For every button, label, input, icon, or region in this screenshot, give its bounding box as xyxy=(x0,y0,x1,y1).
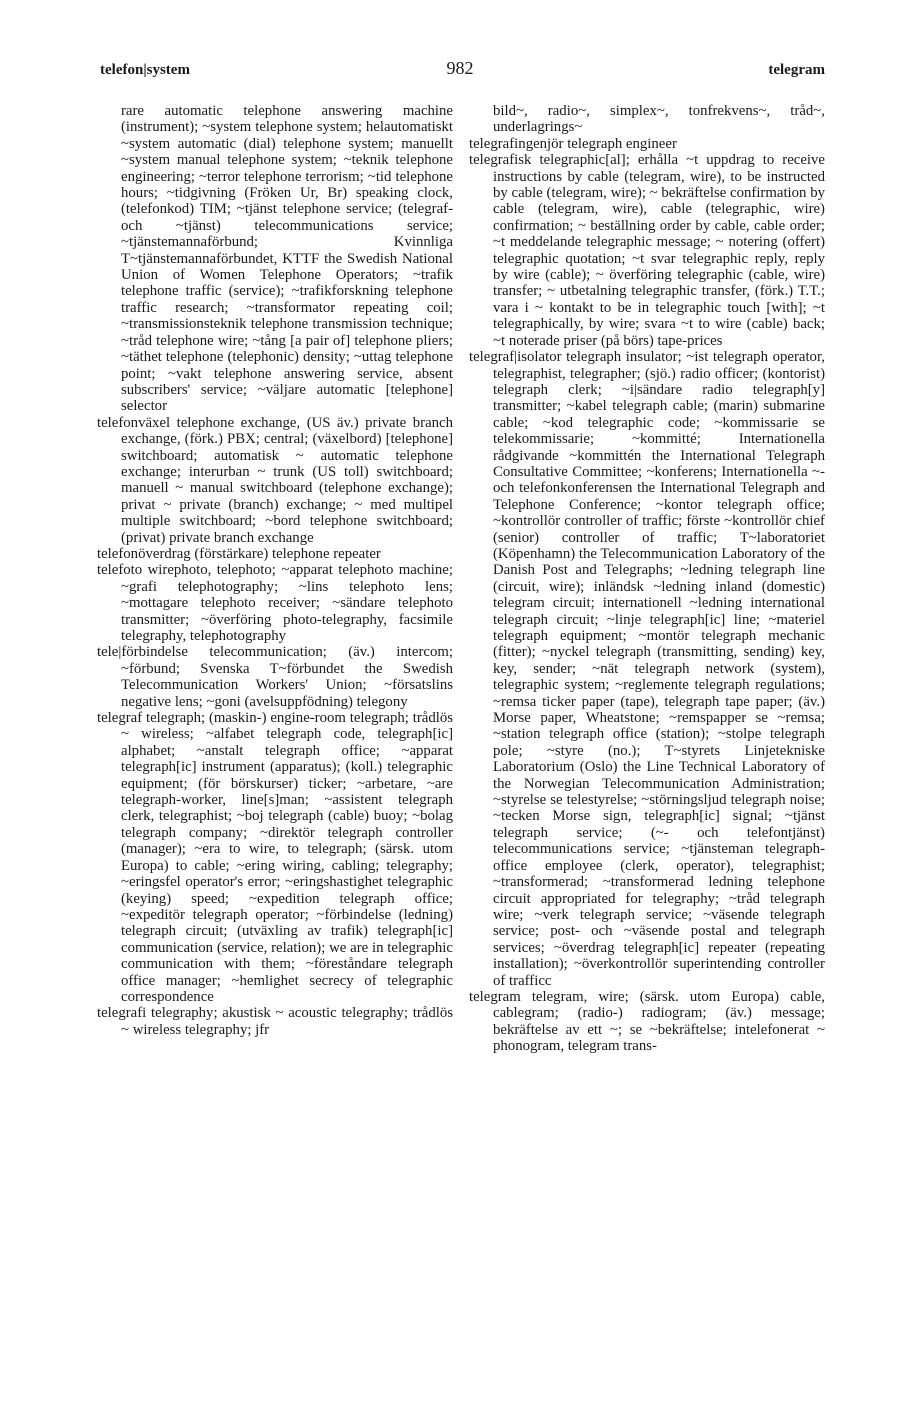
dictionary-entry: telefonväxel telephone exchange, (US äv.) private branch exchange, (förk.) PBX; central; (växelbord) [telephone] switchboard; automatisk ~ automatic telephone exchange; interurban ~ trunk (US toll) switchboard; manuell ~ manual switchboard (telephone exchange); privat ~ private (branch) exchange; ~ med multipel multiple switchboard; ~bord telephone switchboard; (privat) private branch exchange xyxy=(97,414,453,546)
left-column xyxy=(97,103,453,1038)
running-head-left: telefon|system xyxy=(100,62,190,78)
page-number: 982 xyxy=(446,58,474,78)
dictionary-entry: rare automatic telephone answering machine (instrument); ~system telephone system; helautomatiskt ~system automatic (dial) telephone system; manuellt ~system manual telephone system; ~teknik telephone engineering; ~terror telephone terrorism; ~tid telephone hours; ~tidgivning (Fröken Ur, Br) speaking clock, (telefonkod) TIM; ~tjänst telephone service; (telegraf- och ~tjänst) telecommunications service; ~tjänstemannaförbund; Kvinnliga T~tjänstemannaförbundet, KTTF the Swedish National Union of Women Telephone Operators; ~trafik telephone traffic (service); ~trafikforskning telephone traffic research; ~transformator repeating coil; ~transmissionsteknik telephone transmission technique; ~tråd telephone wire; ~tång [a pair of] telephone pliers; ~täthet telephone (telephonic) density; ~uttag telephone point; ~vakt telephone answering service, absent subscribers' service; ~väljare automatic [telephone] selector xyxy=(121,103,453,415)
dictionary-entry: bild~, radio~, simplex~, tonfrekvens~, tråd~, underlagrings~ xyxy=(493,103,825,136)
dictionary-entry: telegraf telegraph; (maskin-) engine-room telegraph; trådlös ~ wireless; ~alfabet telegraph code, telegraph[ic] alphabet; ~anstalt telegraph office; ~apparat telegraph[ic] instrument (apparatus); (koll.) telegraphic equipment; (för börskurser) ticker; ~arbetare, ~are telegraph-worker, line[s]man; ~assistent telegraph clerk, telegraphist; ~boj telegraph (cable) buoy; ~bolag telegraph company; ~direktör telegraph controller (manager); ~era to wire, to telegraph; (särsk. utom Europa) to cable; ~ering wiring, cabling; telegraphy; ~eringsfel operator's error; ~eringshastighet telegraphic (keying) speed; ~expedition telegraph office; ~expeditör telegraph operator; ~förbindelse (ledning) telegraph circuit; (utväxling av trafik) telegraph[ic] communication (service, relation); we are in telegraphic communication with them; ~föreståndare telegraph office manager; ~hemlighet secrecy of telegraphic correspondence xyxy=(97,710,453,1005)
dictionary-entry: telegrafingenjör telegraph engineer xyxy=(469,135,677,152)
dictionary-entry: telegrafisk telegraphic[al]; erhålla ~t uppdrag to receive instructions by cable (telegram, wire), to be instructed by cable (telegram, wire); ~ bekräftelse confirmation by cable (telegram, wire), cable (telegraphic, wire) confirmation; ~ beställning order by cable, cable order; ~t meddelande telegraphic message; ~ notering (offert) telegraphic quotation; ~t svar telegraphic reply, reply by wire (cable); ~ överföring telegraphic (cable, wire) transfer; ~ utbetalning telegraphic transfer, (förk.) T.T.; vara i ~ kontakt to be in telegraphic touch [with]; ~t telegraphically, by wire; svara ~t to wire (cable) back; ~t noterade priser (på börs) tape-prices xyxy=(469,152,825,349)
dictionary-entry: telegram telegram, wire; (särsk. utom Europa) cable, cablegram; (radio-) radiogram; (äv.) message; bekräftelse av ett ~; se ~bekräftelse; intelefonerat ~ phonogram, telegram trans- xyxy=(469,988,825,1055)
dictionary-entry: tele|förbindelse telecommunication; (äv.) intercom; ~förbund; Svenska T~förbundet the Swedish Telecommunication Workers' Union; ~försatslins negative lens; ~goni (avelsuppfödning) telegony xyxy=(97,644,453,710)
dictionary-entry: telefonöverdrag (förstärkare) telephone repeater xyxy=(97,545,381,562)
running-head-right: telegram xyxy=(768,62,825,78)
dictionary-entry: telefoto wirephoto, telephoto; ~apparat telephoto machine; ~grafi telephotography; ~lins telephoto lens; ~mottagare telephoto receiver; ~sändare telephoto transmitter; ~överföring photo-telegraphy, facsimile telegraphy, telephotography xyxy=(97,562,453,644)
right-column xyxy=(469,103,825,1055)
dictionary-entry: telegraf|isolator telegraph insulator; ~ist telegraph operator, telegraphist, telegrapher; (sjö.) radio officer; (kontorist) telegraph clerk; ~i|sändare radio telegraph[y] transmitter; ~kabel telegraph cable; (marin) submarine cable; ~kod telegraphic code; ~kommissarie se telekommissarie; ~kommitté; Internationella rådgivande ~kommittén the International Telegraph Consultative Committee; ~konferens; Internationella ~- och telefonkonferensen the International Telegraph and Telephone Conference; ~kontor telegraph office; ~kontrollör controller of traffic; förste ~kontrollör chief (senior) controller of traffic; T~laboratoriet (Köpenhamn) the Telecommunication Laboratory of the Danish Post and Telegraphs; ~ledning telegraph line (circuit, wire); inländsk ~ledning inland (domestic) telegram circuit; internationell ~ledning international telegraph circuit; ~linje telegraph[ic] line; ~materiel telegraph equipment; ~montör telegraph mechanic (fitter); ~nyckel telegraph (transmitting, sending) key, key, sender; ~nät telegraph network (system), telegraphic system; ~reglemente telegraph regulations; ~remsa ticker paper (tape), telegraph tape paper; (äv.) Morse paper, Wheatstone; ~remspapper se ~remsa; ~station telegraph office (station); ~stolpe telegraph pole; ~styre (no.); T~styrets Linjetekniske Laboratorium (Oslo) the Line Technical Laboratory of the Norwegian Telecommunication Administration; ~styrelse se telestyrelse; ~störningsljud telegraph noise; ~tecken Morse sign, telegraph[ic] signal; ~tjänst telegraph service; (~- och telefontjänst) telecommunications service; ~tjänsteman telegraph-office employee (clerk, operator), telegraphist; ~transformerad; ~transformerad ledning telephone circuit appropriated for telegraphy; ~tråd telegraph wire; ~verk telegraph service; ~väsende telegraph service; post- och ~väsende postal and telegraph services; ~överdrag telegraph[ic] repeater (repeating installation); ~överkontrollör superintending controller of trafficc xyxy=(469,349,825,989)
dictionary-entry: telegrafi telegraphy; akustisk ~ acoustic telegraphy; trådlös ~ wireless telegraphy; jfr xyxy=(97,1005,453,1038)
